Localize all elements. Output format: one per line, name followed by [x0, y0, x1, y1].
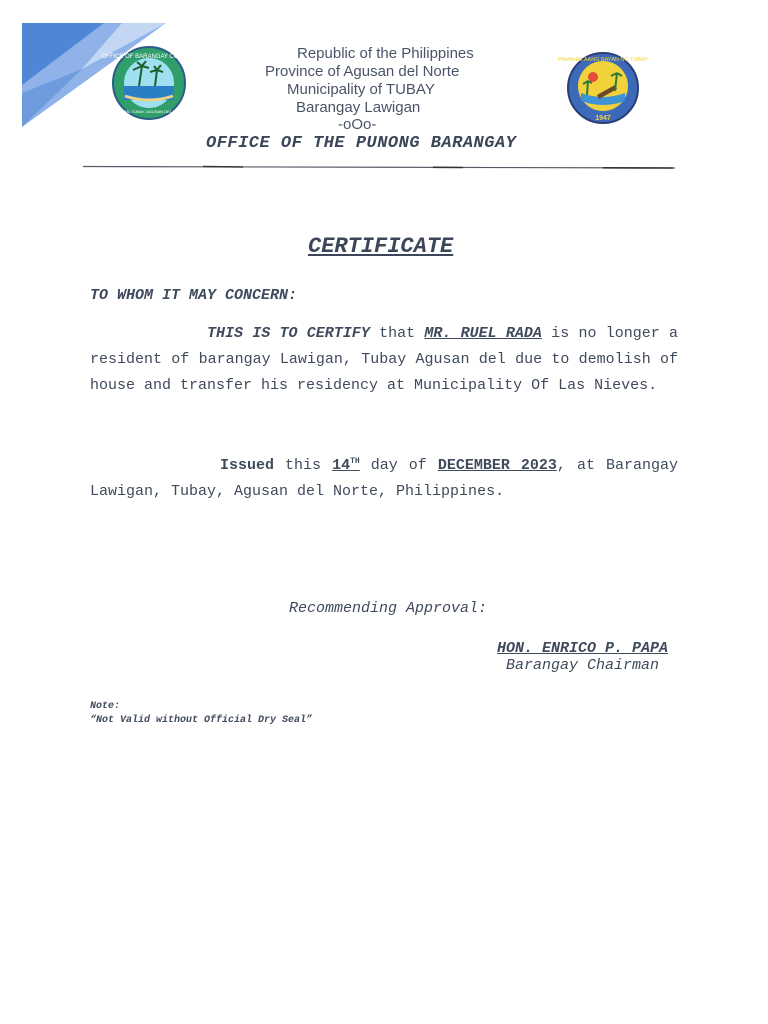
issued-lead: Issued — [220, 457, 275, 474]
barangay-council-seal — [101, 46, 197, 120]
barangay-line: Barangay Lawigan — [296, 99, 421, 116]
certify-that: that — [369, 325, 425, 342]
issue-month-year: DECEMBER 2023 — [437, 457, 557, 474]
header-divider — [83, 165, 675, 170]
office-title: OFFICE OF THE PUNONG BARANGAY — [206, 134, 517, 153]
issued-dayof: day of — [359, 457, 438, 474]
signer-title: Barangay Chairman — [506, 657, 660, 674]
recommending-approval: Recommending Approval: — [289, 600, 488, 617]
separator-line: -oOo- — [338, 116, 377, 133]
certify-body: is no longer a resident of barangay Lawigan, Tubay Agusan del due to demolish of house and transfer his residency at Municipality Of Las Nieves. — [90, 325, 678, 394]
municipality-line: Municipality of TUBAY — [287, 81, 435, 98]
right-seal-year: 1947 — [595, 115, 611, 122]
left-seal-bottom: LAWIGAN, TUBAY, AGUSAN DEL NORTE — [111, 109, 187, 114]
municipal-seal-tubay — [558, 51, 648, 125]
issue-day-number: 14 — [332, 457, 351, 474]
republic-line: Republic of the Philippines — [297, 45, 474, 62]
issued-this: this — [274, 457, 333, 474]
issue-day-suffix: TH — [350, 457, 360, 466]
issued-place: , at Barangay Lawigan, Tubay, Agusan del Norte, Philippines. — [90, 457, 678, 500]
left-seal-text: OFFICE OF BARANGAY COUNCIL — [101, 54, 197, 60]
issuance-paragraph — [90, 453, 678, 505]
certification-paragraph — [90, 321, 678, 399]
signer-name: HON. ENRICO P. PAPA — [497, 640, 669, 657]
certificate-title: CERTIFICATE — [308, 234, 454, 259]
province-line: Province of Agusan del Norte — [265, 63, 460, 80]
right-seal-text: PAMAHALAANG BAYAN NG TUBAY — [558, 57, 648, 63]
person-name: MR. RUEL RADA — [424, 325, 542, 342]
note-text: “Not Valid without Official Dry Seal” — [90, 715, 313, 726]
note-label: Note: — [90, 701, 121, 712]
salutation: TO WHOM IT MAY CONCERN: — [90, 287, 298, 304]
certify-lead: THIS IS TO CERTIFY — [207, 325, 370, 342]
issue-day — [332, 457, 360, 474]
